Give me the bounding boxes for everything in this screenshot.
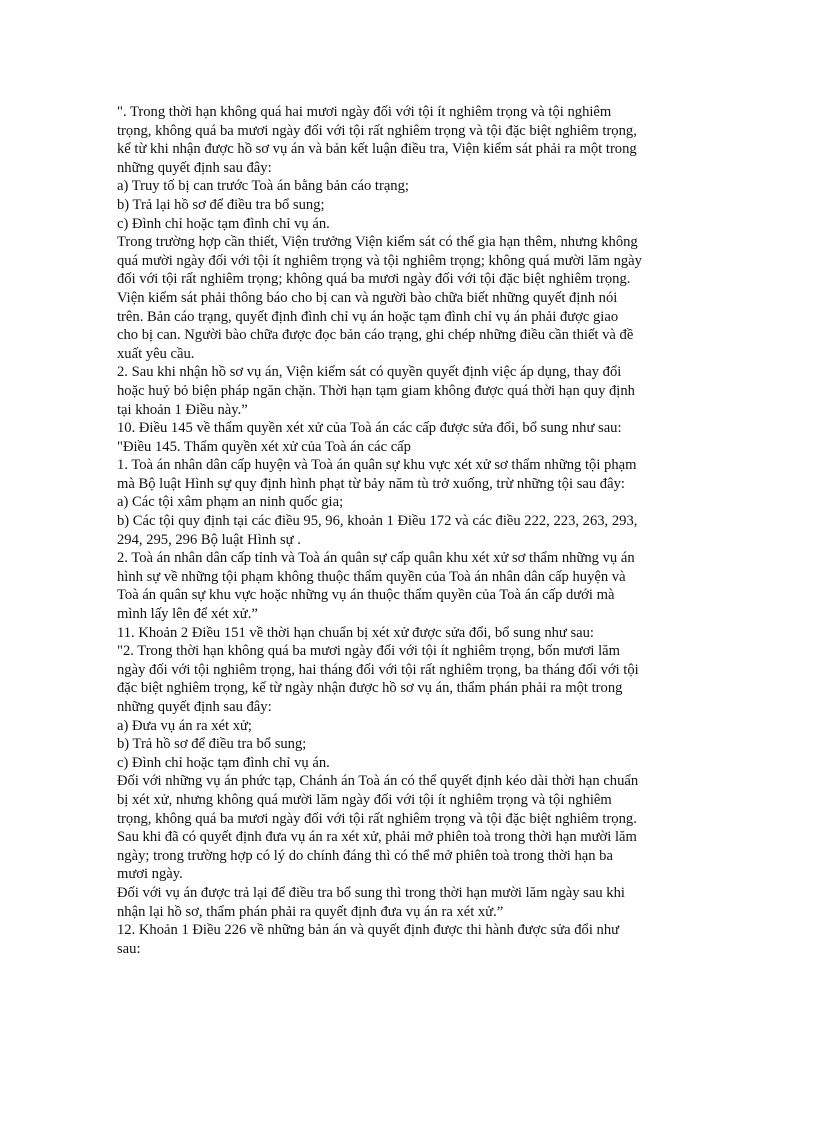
text-line: b) Các tội quy định tại các điều 95, 96, khoản 1 Điều 172 và các điều 222, 223, 263, 293, — [117, 513, 638, 530]
text-line: Toà án quân sự khu vực hoặc những vụ án thuộc thẩm quyền của Toà án cấp dưới mà — [117, 587, 615, 604]
text-line: đặc biệt nghiêm trọng, kể từ ngày nhận được hồ sơ vụ án, thẩm phán phải ra một trong — [117, 680, 623, 697]
text-line: ". Trong thời hạn không quá hai mươi ngày đối với tội ít nghiêm trọng và tội nghiêm — [117, 104, 612, 120]
text-line: Đối với vụ án được trả lại để điều tra bổ sung thì trong thời hạn mười lăm ngày sau khi — [117, 884, 625, 901]
text-line: cho bị can. Người bào chữa được đọc bản cáo trạng, ghi chép những điều cần thiết và đề — [117, 327, 634, 344]
text-line: ngày; trong trường hợp có lý do chính đáng thì có thể mở phiên toà trong thời hạn ba — [117, 847, 613, 864]
text-line: kể từ khi nhận được hồ sơ vụ án và bản kết luận điều tra, Viện kiểm sát phải ra một trong — [117, 141, 637, 158]
document-page — [117, 103, 707, 958]
text-line: a) Các tội xâm phạm an ninh quốc gia; — [117, 494, 344, 511]
text-line: c) Đình chỉ hoặc tạm đình chỉ vụ án. — [117, 215, 330, 232]
text-line: 11. Khoản 2 Điều 151 về thời hạn chuẩn bị xét xử được sửa đổi, bổ sung như sau: — [117, 624, 594, 641]
text-line: Trong trường hợp cần thiết, Viện trưởng Viện kiểm sát có thể gia hạn thêm, nhưng không — [117, 234, 638, 251]
text-line: 294, 295, 296 Bộ luật Hình sự . — [117, 531, 301, 548]
text-line: c) Đình chỉ hoặc tạm đình chỉ vụ án. — [117, 754, 330, 771]
text-line: 10. Điều 145 về thẩm quyền xét xử của Toà án các cấp được sửa đổi, bổ sung như sau: — [117, 420, 622, 437]
text-line: Sau khi đã có quyết định đưa vụ án ra xét xử, phải mở phiên toà trong thời hạn mười lăm — [117, 829, 637, 846]
text-line: Viện kiểm sát phải thông báo cho bị can và người bào chữa biết những quyết định nói — [117, 289, 618, 306]
text-line: b) Trả lại hồ sơ để điều tra bổ sung; — [117, 196, 325, 213]
text-line: trọng, không quá ba mươi ngày đối với tội rất nghiêm trọng và tội đặc biệt nghiêm trọng. — [117, 810, 637, 827]
text-line: hoặc huỷ bỏ biện pháp ngăn chặn. Thời hạn tạm giam không được quá thời hạn quy định — [117, 382, 635, 399]
text-line: Đối với những vụ án phức tạp, Chánh án Toà án có thể quyết định kéo dài thời hạn chuẩn — [117, 773, 639, 790]
text-line: mà Bộ luật Hình sự quy định hình phạt từ bảy năm tù trở xuống, trừ những tội sau đây: — [117, 475, 625, 492]
text-line: b) Trả hồ sơ để điều tra bổ sung; — [117, 736, 307, 753]
text-line: đối với tội rất nghiêm trọng; không quá ba mươi ngày đối với tội đặc biệt nghiêm trọng. — [117, 271, 631, 288]
text-line: xuất yêu cầu. — [117, 345, 195, 362]
text-line: 2. Sau khi nhận hồ sơ vụ án, Viện kiểm sát có quyền quyết định việc áp dụng, thay đổi — [117, 364, 622, 381]
text-line: những quyết định sau đây: — [117, 159, 272, 176]
text-line: a) Đưa vụ án ra xét xử; — [117, 717, 252, 734]
text-line: trên. Bản cáo trạng, quyết định đình chỉ vụ án hoặc tạm đình chỉ vụ án phải được giao — [117, 308, 619, 325]
text-line: "2. Trong thời hạn không quá ba mươi ngày đối với tội ít nghiêm trọng, bốn mươi lăm — [117, 643, 621, 660]
text-line: 2. Toà án nhân dân cấp tỉnh và Toà án quân sự cấp quân khu xét xử sơ thẩm những vụ án — [117, 550, 635, 567]
text-line: sau: — [117, 940, 141, 957]
text-line: ngày đối với tội nghiêm trọng, hai tháng đối với tội rất nghiêm trọng, ba tháng đối với tội — [117, 661, 639, 678]
text-line: mươi ngày. — [117, 866, 183, 883]
text-line: quá mười ngày đối với tội ít nghiêm trọng và tội nghiêm trọng; không quá mười lăm ngày — [117, 252, 642, 269]
text-line: "Điều 145. Thẩm quyền xét xử của Toà án các cấp — [117, 438, 411, 455]
text-line: nhận lại hồ sơ, thẩm phán phải ra quyết định đưa vụ án ra xét xử.” — [117, 903, 504, 920]
text-line: a) Truy tố bị can trước Toà án bằng bản cáo trạng; — [117, 178, 409, 195]
text-line: trọng, không quá ba mươi ngày đối với tội rất nghiêm trọng và tội đặc biệt nghiêm trọng, — [117, 122, 637, 139]
text-line: mình lấy lên để xét xử.” — [117, 606, 258, 623]
text-line: 12. Khoản 1 Điều 226 về những bản án và quyết định được thi hành được sửa đổi như — [117, 922, 620, 939]
text-line: bị xét xử, nhưng không quá mười lăm ngày đối với tội ít nghiêm trọng và tội nghiêm — [117, 791, 612, 808]
text-line: 1. Toà án nhân dân cấp huyện và Toà án quân sự khu vực xét xử sơ thẩm những tội phạm — [117, 457, 637, 474]
text-line: tại khoản 1 Điều này.” — [117, 401, 248, 418]
text-line: những quyết định sau đây: — [117, 699, 272, 715]
text-line: hình sự về những tội phạm không thuộc thẩm quyền của Toà án nhân dân cấp huyện và — [117, 568, 626, 585]
